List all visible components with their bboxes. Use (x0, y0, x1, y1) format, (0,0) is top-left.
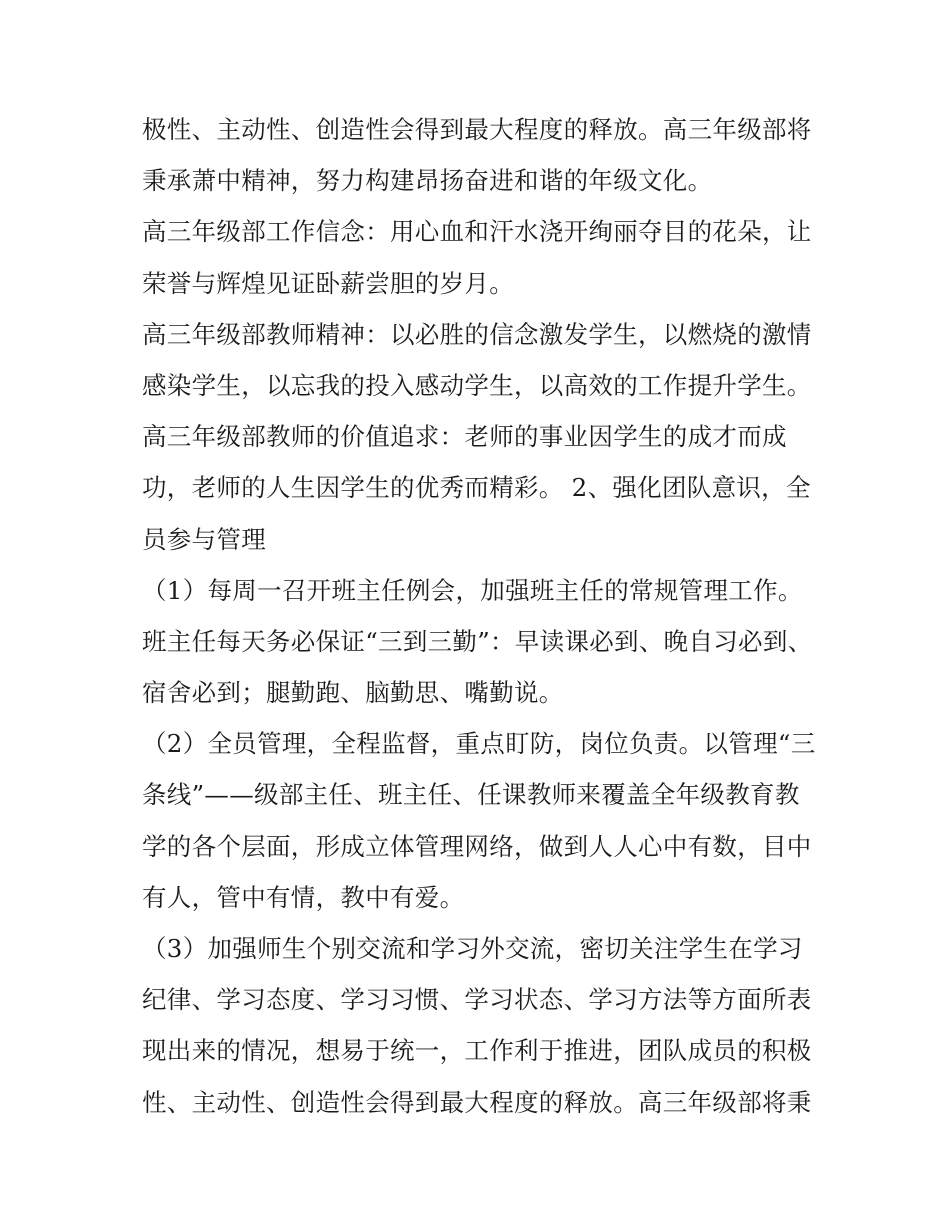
text-line: 班主任每天务必保证“三到三勤”：早读课必到、晚自习必到、 (142, 626, 813, 656)
text-line: 条线”——级部主任、班主任、任课教师来覆盖全年级教育教 (142, 780, 800, 810)
text-line: （3）加强师生个别交流和学习外交流，密切关注学生在学习 (142, 934, 803, 963)
text-line: 高三年级部教师精神：以必胜的信念激发学生，以燃烧的激情 (142, 319, 812, 349)
text-line: 高三年级部工作信念：用心血和汗水浇开绚丽夺目的花朵，让 (142, 217, 812, 247)
text-line: 纪律、学习态度、学习习惯、学习状态、学习方法等方面所表 (142, 985, 812, 1015)
text-line: 荣誉与辉煌见证卧薪尝胆的岁月。 (142, 268, 514, 298)
text-line: 学的各个层面，形成立体管理网络，做到人人心中有数，目中 (142, 831, 812, 861)
body-text (142, 104, 822, 1128)
text-line: 有人，管中有情，教中有爱。 (142, 882, 465, 912)
text-line: 高三年级部教师的价值追求：老师的事业因学生的成才而成 (142, 422, 787, 452)
text-line: 感染学生，以忘我的投入感动学生，以高效的工作提升学生。 (142, 370, 812, 400)
text-line: 秉承萧中精神，努力构建昂扬奋进和谐的年级文化。 (142, 166, 713, 196)
text-line: 性、主动性、创造性会得到最大程度的释放。高三年级部将秉 (142, 1087, 812, 1117)
text-line: 员参与管理 (142, 524, 266, 554)
text-line: 宿舍必到；腿勤跑、脑勤思、嘴勤说。 (142, 678, 564, 708)
text-line: （2）全员管理，全程监督，重点盯防，岗位负责。以管理“三 (142, 729, 816, 759)
text-line: 极性、主动性、创造性会得到最大程度的释放。高三年级部将 (142, 115, 812, 144)
text-line: 功，老师的人生因学生的优秀而精彩。 2、强化团队意识，全 (142, 473, 811, 503)
text-line: 现出来的情况，想易于统一，工作利于推进，团队成员的积极 (142, 1036, 812, 1066)
text-line: （1）每周一召开班主任例会，加强班主任的常规管理工作。 (142, 575, 803, 605)
